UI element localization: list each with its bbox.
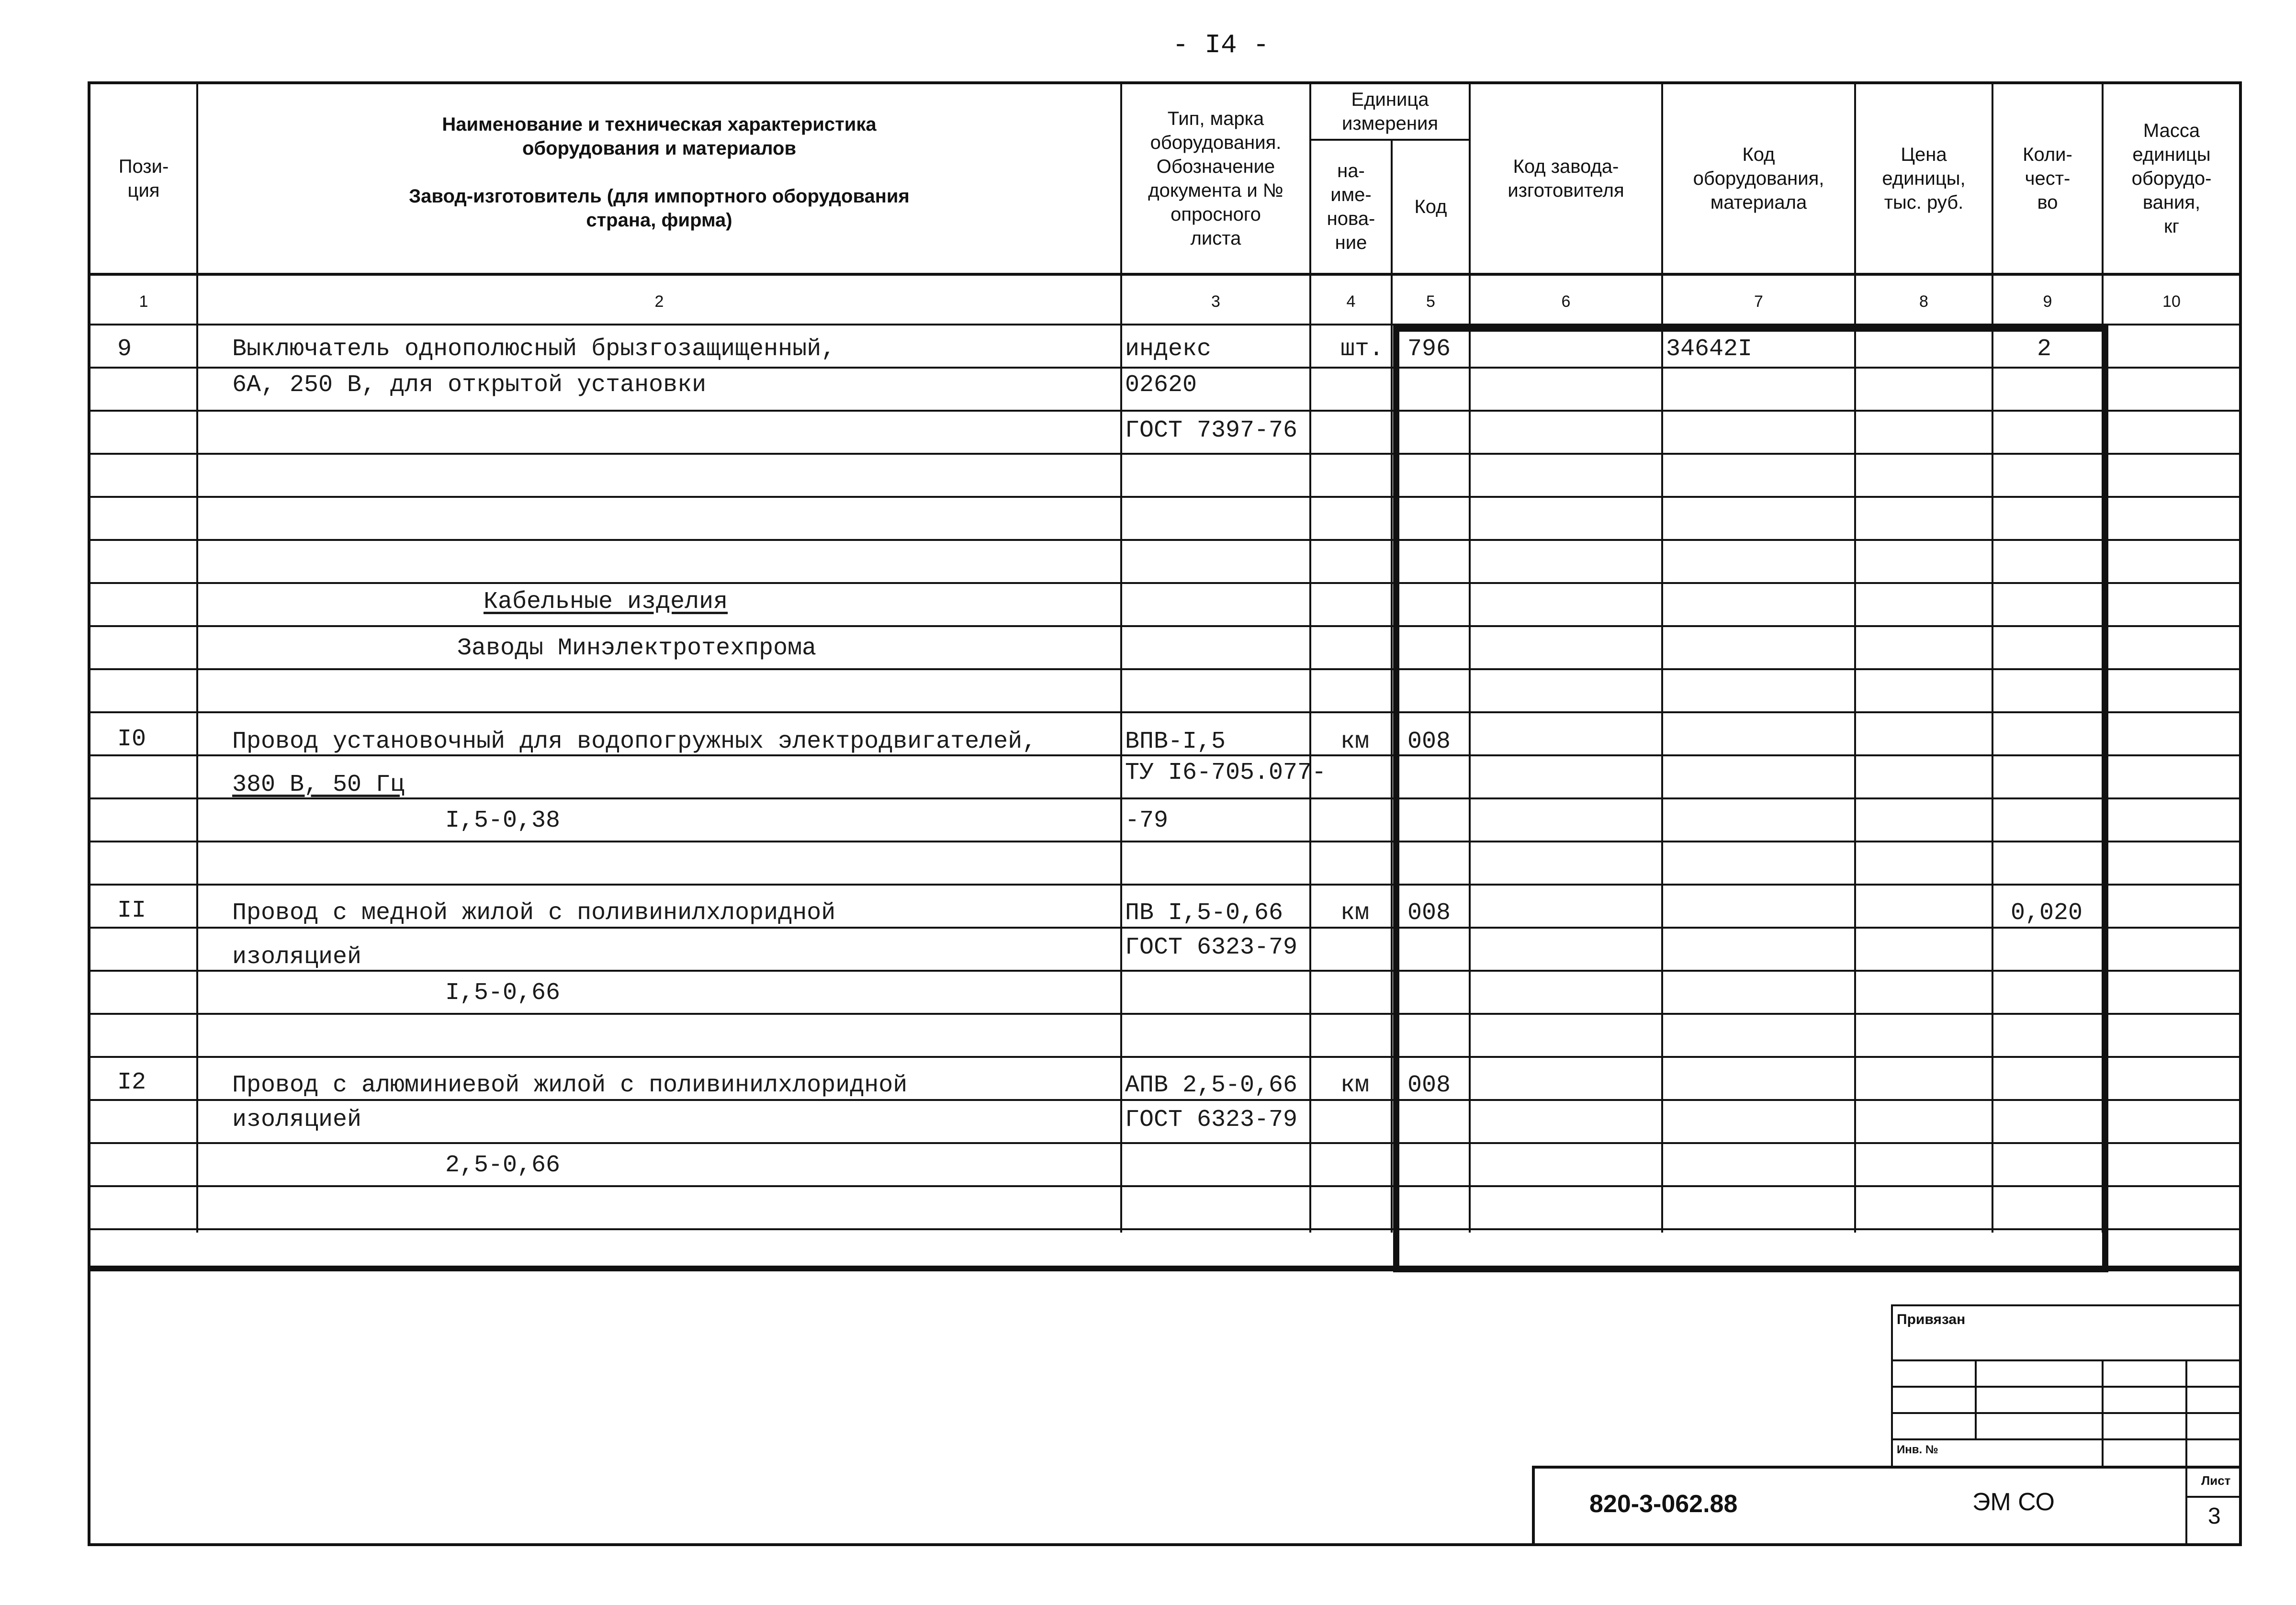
privyazan-label: Привязан [1897, 1312, 1966, 1327]
section-title: Кабельные изделия [484, 588, 728, 616]
header-price: Цена единицы, тыс. руб. [1882, 144, 1966, 213]
row-type: АПВ 2,5-0,66 [1125, 1072, 1298, 1099]
column-number: 1 [139, 292, 148, 311]
row-name: Выключатель однополюсный брызгозащищенный, [232, 336, 836, 363]
title-block-line [2102, 1359, 2104, 1467]
column-number: 2 [654, 292, 664, 311]
row-unit: км [1340, 899, 1370, 927]
row-name: изоляцией [232, 1106, 362, 1134]
row-material-code: 34642I [1666, 336, 1753, 363]
row-unit: км [1340, 1072, 1370, 1099]
row-type: 02620 [1125, 371, 1197, 399]
title-block-line [1891, 1359, 2242, 1361]
row-position: 9 [117, 336, 132, 363]
row-name: Провод установочный для водопогружных электродвигателей, [232, 728, 1037, 755]
inv-number-label: Инв. № [1897, 1443, 1938, 1456]
sheet-label: Лист [2201, 1473, 2231, 1488]
row-position: I2 [117, 1069, 146, 1096]
row-type: ВПВ-I,5 [1125, 728, 1226, 755]
column-number: 6 [1561, 292, 1571, 311]
row-name: 380 В, 50 Гц [232, 771, 405, 798]
row-quantity: 2 [2037, 336, 2052, 363]
page-number: - I4 - [1172, 30, 1269, 60]
row-name: I,5-0,38 [445, 807, 561, 834]
document-mark: ЭМ СО [1972, 1488, 2055, 1516]
column-number: 4 [1346, 292, 1356, 311]
header-unit-group-label: Единица измерения [1341, 89, 1438, 134]
header-material-code: Код оборудования, материала [1693, 144, 1824, 213]
row-type: ГОСТ 6323-79 [1125, 1106, 1298, 1134]
title-block-line [2185, 1496, 2242, 1498]
header-factory-code: Код завода- изготовителя [1508, 156, 1624, 201]
column-number: 7 [1754, 292, 1763, 311]
header-unit-name: на- име- нова- ние [1327, 160, 1375, 253]
row-type: ТУ I6-705.077- [1125, 759, 1327, 786]
row-position: I0 [117, 726, 146, 753]
row-name: изоляцией [232, 943, 362, 971]
row-name: 2,5-0,66 [445, 1152, 561, 1179]
row-code: 008 [1407, 1072, 1451, 1099]
row-name: Провод с алюминиевой жилой с поливинилхлоридной [232, 1072, 908, 1099]
row-unit: км [1340, 728, 1370, 755]
sheet-number: 3 [2208, 1504, 2221, 1529]
highlight-frame [1393, 325, 2108, 1272]
column-number: 5 [1426, 292, 1435, 311]
row-type: ГОСТ 6323-79 [1125, 934, 1298, 961]
row-type: ПВ I,5-0,66 [1125, 899, 1283, 927]
column-number: 8 [1919, 292, 1928, 311]
document-code: 820-3-062.88 [1589, 1490, 1738, 1518]
header-position: Пози- ция [118, 156, 169, 201]
row-code: 008 [1407, 899, 1451, 927]
row-name: 6А, 250 В, для открытой установки [232, 371, 707, 399]
row-type: -79 [1125, 807, 1169, 834]
title-block-line [1975, 1359, 1977, 1438]
row-name: Провод с медной жилой с поливинилхлоридной [232, 899, 836, 927]
header-quantity: Коли- чест- во [2023, 144, 2072, 213]
row-code: 008 [1407, 728, 1451, 755]
header-unit-group: Масса единицы оборудо- вания, кг [2131, 120, 2212, 237]
row-code: 796 [1407, 336, 1451, 363]
col-line [196, 84, 198, 1233]
row-position: II [117, 897, 146, 924]
header-name: Наименование и техническая характеристика оборудования и материалов Завод-изготовитель (для импортного оборудования страна, фирма) [409, 114, 910, 231]
column-number: 10 [2162, 292, 2181, 311]
column-number: 3 [1211, 292, 1220, 311]
header-unit-code: Код [1414, 196, 1447, 217]
row-quantity: 0,020 [2011, 899, 2083, 927]
title-block-line [2185, 1359, 2187, 1467]
header-bottom-line [88, 273, 2242, 276]
row-name: I,5-0,66 [445, 979, 561, 1007]
title-block-line [1891, 1304, 2242, 1306]
header-type: Тип, марка оборудования. Обозначение документа и № опросного листа [1148, 108, 1283, 249]
title-block-line [1891, 1438, 2242, 1440]
title-block-line [2185, 1466, 2187, 1546]
title-block-line [1891, 1412, 2242, 1414]
row-type: ГОСТ 7397-76 [1125, 417, 1298, 444]
row-type: индекс [1125, 336, 1212, 363]
row-unit: шт. [1340, 336, 1384, 363]
column-number: 9 [2043, 292, 2052, 311]
subsection-title: Заводы Минэлектротехпрома [457, 635, 817, 662]
title-block-line [1891, 1386, 2242, 1388]
